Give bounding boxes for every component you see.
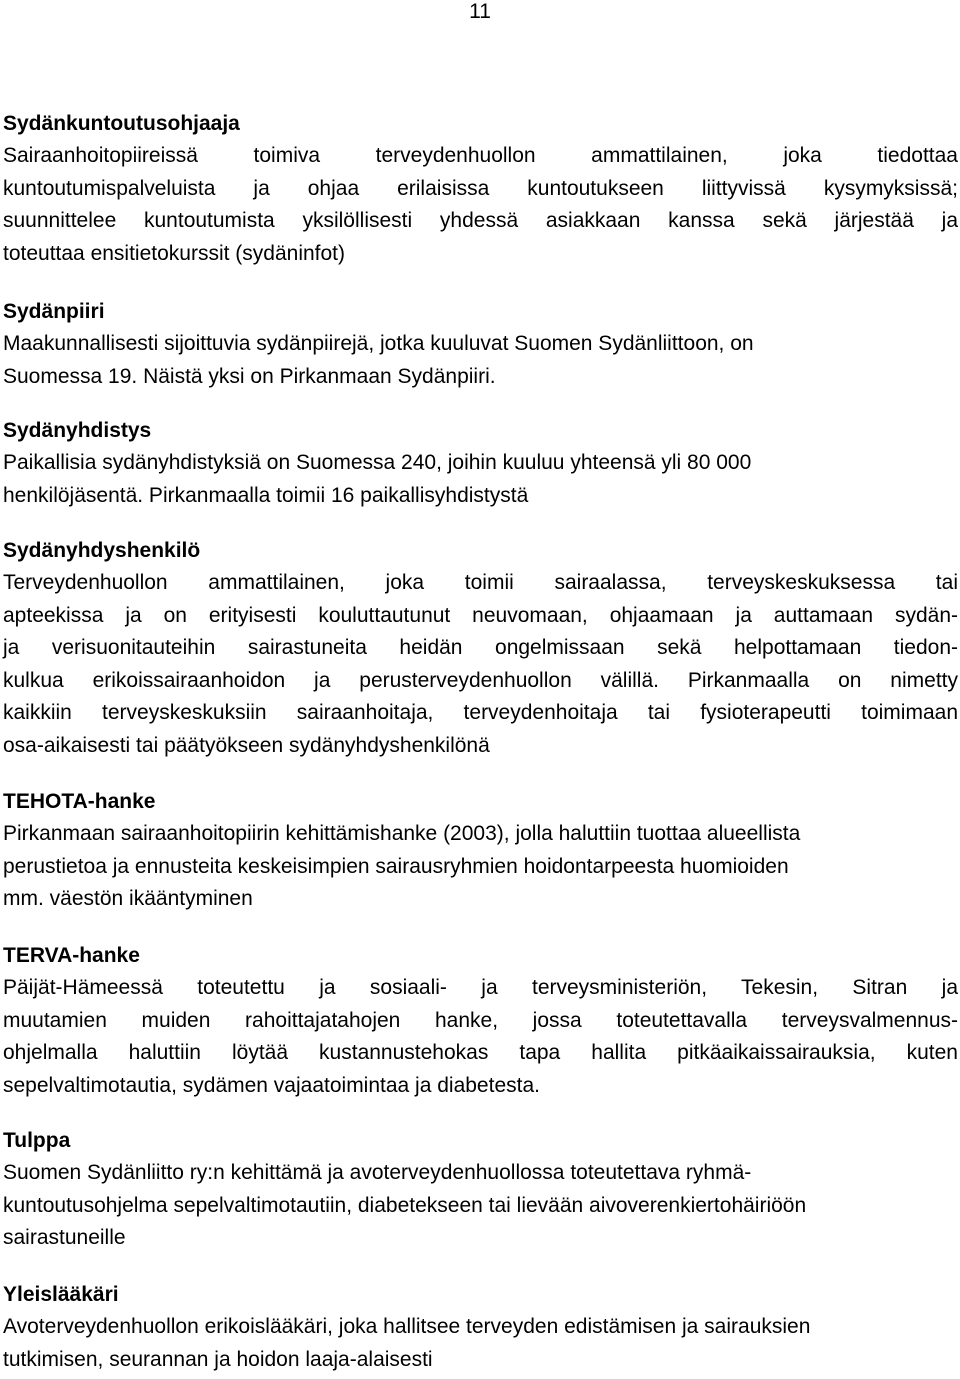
glossary-entry	[3, 535, 958, 763]
definition-line: Suomessa 19. Näistä yksi on Pirkanmaan Sydänpiiri.	[3, 364, 496, 388]
definition-line: ja verisuonitauteihin sairastuneita heidän ongelmissaan sekä helpottamaan tiedon-	[3, 636, 958, 660]
definition-line: Pirkanmaan sairaanhoitopiirin kehittämishanke (2003), jolla haluttiin tuottaa alueellista	[3, 822, 801, 845]
entry-definition	[3, 1157, 958, 1255]
entry-term: TERVA-hanke	[3, 944, 140, 967]
entry-term: Tulppa	[3, 1129, 71, 1152]
entry-definition	[3, 972, 958, 1102]
definition-line: Terveydenhuollon ammattilainen, joka toimii sairaalassa, terveyskeskuksessa tai	[3, 571, 958, 594]
definition-line: kuntoutusohjelma sepelvaltimotautiin, diabetekseen tai lievään aivoverenkiertohäiriöön	[3, 1193, 807, 1217]
definition-line: osa-aikaisesti tai päätyökseen sydänyhdyshenkilönä	[3, 733, 490, 757]
definition-line: Sairaanhoitopiireissä toimiva terveydenhuollon ammattilainen, joka tiedottaa	[3, 144, 958, 167]
definition-line: Päijät-Hämeessä toteutettu ja sosiaali- ja terveysministeriön, Tekesin, Sitran ja	[3, 976, 958, 999]
page-number: 11	[469, 0, 491, 23]
definition-line: suunnittelee kuntoutumista yksilöllisesti yhdessä asiakkaan kanssa sekä järjestää ja	[3, 209, 958, 233]
definition-line: toteuttaa ensitietokurssit (sydäninfot)	[3, 241, 346, 265]
entry-term: Sydänyhdyshenkilö	[3, 539, 201, 562]
entry-term: Sydänyhdistys	[3, 419, 152, 442]
definition-line: kaikkiin terveyskeskuksiin sairaanhoitaja, terveydenhoitaja tai fysioterapeutti toimimaan	[3, 701, 958, 725]
glossary-entry	[3, 940, 958, 1102]
entry-term: Yleislääkäri	[3, 1283, 119, 1306]
entry-term: TEHOTA-hanke	[3, 790, 156, 813]
entry-definition	[3, 818, 958, 916]
entry-definition	[3, 447, 958, 512]
glossary-entry	[3, 415, 958, 512]
definition-line: Paikallisia sydänyhdistyksiä on Suomessa 240, joihin kuuluu yhteensä yli 80 000	[3, 451, 752, 474]
definition-line: sepelvaltimotautia, sydämen vajaatoimintaa ja diabetesta.	[3, 1073, 540, 1097]
glossary-entry	[3, 786, 958, 916]
entry-term: Sydänkuntoutusohjaaja	[3, 112, 240, 135]
definition-line: ohjelmalla haluttiin löytää kustannustehokas tapa hallita pitkäaikaissairauksia, kuten	[3, 1041, 958, 1065]
glossary-entry	[3, 1125, 958, 1255]
definition-line: mm. väestön ikääntyminen	[3, 887, 253, 911]
entry-definition	[3, 1311, 958, 1376]
definition-line: apteekissa ja on erityisesti kouluttautunut neuvomaan, ohjaamaan ja auttamaan sydän-	[3, 603, 958, 627]
definition-line: henkilöjäsentä. Pirkanmaalla toimii 16 paikallisyhdistystä	[3, 483, 529, 507]
glossary-entry	[3, 108, 958, 270]
definition-line: kuntoutumispalveluista ja ohjaa erilaisissa kuntoutukseen liittyvissä kysymyksissä;	[3, 176, 958, 200]
definition-line: perustietoa ja ennusteita keskeisimpien sairausryhmien hoidontarpeesta huomioiden	[3, 854, 789, 878]
definition-line: Avoterveydenhuollon erikoislääkäri, joka hallitsee terveyden edistämisen ja sairauksien	[3, 1315, 811, 1338]
entry-term: Sydänpiiri	[3, 300, 105, 323]
glossary-entry	[3, 1279, 958, 1376]
entry-definition	[3, 328, 958, 393]
glossary-entry	[3, 296, 958, 393]
definition-line: kulkua erikoissairaanhoidon ja perusterveydenhuollon välillä. Pirkanmaalla on nimetty	[3, 668, 958, 692]
entry-definition	[3, 567, 958, 763]
definition-line: tutkimisen, seurannan ja hoidon laaja-alaisesti	[3, 1347, 433, 1371]
definition-line: Maakunnallisesti sijoittuvia sydänpiirejä, jotka kuuluvat Suomen Sydänliittoon, on	[3, 332, 754, 355]
definition-line: Suomen Sydänliitto ry:n kehittämä ja avoterveydenhuollossa toteutettava ryhmä-	[3, 1161, 752, 1184]
definition-line: muutamien muiden rahoittajatahojen hanke, jossa toteutettavalla terveysvalmennus-	[3, 1008, 958, 1032]
entry-definition	[3, 140, 958, 270]
definition-line: sairastuneille	[3, 1226, 126, 1250]
